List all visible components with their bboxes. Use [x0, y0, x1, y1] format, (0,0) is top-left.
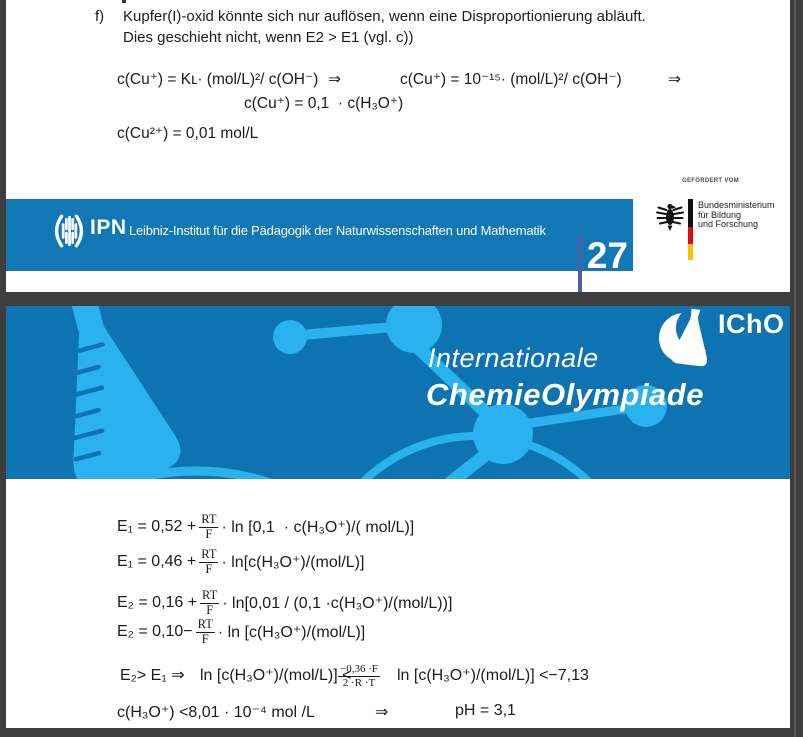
pdf-page-2: [6, 306, 790, 728]
implies-arrow: ⇒: [328, 71, 341, 88]
fraction-numerator: −0,36 ·F: [340, 663, 378, 676]
equation-e1-a: [117, 509, 414, 545]
page-ref-line: [578, 235, 582, 292]
fraction-numerator: RT: [201, 511, 217, 526]
equation-cu1-left: c(Cu⁺) = Kʟ· (mol/L)²/ c(OH⁻): [117, 71, 319, 88]
footer-banner: [6, 199, 633, 276]
fraction-denominator: F: [201, 631, 209, 646]
equation-cu1-right: c(Cu⁺) = 10⁻¹⁵· (mol/L)²/ c(OH⁻): [400, 71, 622, 88]
fraction-numerator: RT: [202, 587, 218, 602]
ministry-line: Bundesministerium: [698, 200, 775, 210]
equation-suffix: · ln[c(H₃O⁺)/(mol/L)]: [221, 554, 365, 571]
equation-prefix: E₂ = 0,16 +: [117, 594, 198, 611]
pdf-page-1: [6, 0, 790, 292]
germany-flag-stripe: [688, 199, 693, 260]
ipn-logo-abbr: IPN: [90, 216, 127, 239]
header-banner: [6, 306, 790, 479]
final-concentration: c(H₃O⁺) <8,01 · 10⁻⁴ mol /L: [117, 704, 315, 721]
final-ph: pH = 3,1: [455, 702, 516, 719]
ipn-logo-icon: [50, 212, 88, 250]
header-title-line1: Internationale: [428, 343, 599, 373]
equation-e1-b: [117, 544, 364, 580]
equation-suffix: · ln[0,01 / (0,1 ·c(H₃O⁺)/(mol/L))]: [222, 595, 453, 612]
paragraph-line: Dies geschieht nicht, wenn E2 > E1 (vgl. c)): [123, 29, 414, 46]
implies-arrow: ⇒: [375, 704, 389, 721]
icho-logo-text: IChO: [718, 309, 785, 339]
fraction-numerator: RT: [201, 546, 217, 561]
ministry-line: für Bildung: [698, 209, 742, 220]
paragraph: [123, 6, 646, 48]
equation-suffix: · ln [c(H₃O⁺)/(mol/L)]: [217, 624, 366, 641]
federal-eagle-icon: [655, 200, 685, 232]
equation-e2-b: [117, 614, 365, 650]
fraction: [200, 589, 219, 618]
flag-gold: [688, 244, 693, 260]
equation-prefix: E₁ = 0,46 +: [117, 553, 197, 570]
implies-arrow: ⇒: [668, 71, 681, 88]
comparison-fraction-row: [335, 658, 383, 694]
fraction-denominator: F: [205, 526, 213, 541]
fraction: [196, 618, 215, 647]
comparison-lead: E₂> E₁ ⇒: [120, 667, 185, 684]
equation-cu1-result: c(Cu⁺) = 0,1 · c(H₃O⁺): [244, 95, 404, 112]
flag-red: [688, 227, 693, 244]
fraction-denominator: F: [206, 602, 214, 617]
ministry-name: [698, 201, 775, 230]
header-title-line2: ChemieOlympiade: [426, 377, 704, 412]
icho-logo-icon: [658, 307, 716, 369]
clipped-text-fragment: [122, 0, 126, 3]
equation-cu2: c(Cu²⁺) = 0,01 mol/L: [117, 125, 259, 142]
equation-prefix: E₁ = 0,52 +: [117, 518, 197, 535]
funding-caption: GEFÖRDERT VOM: [682, 178, 739, 184]
comparison-mid: ln [c(H₃O⁺)/(mol/L)] <: [200, 667, 352, 684]
list-item-label: f): [95, 8, 105, 25]
institute-name: Leibniz-Institut für die Pädagogik der Naturwissenschaften und Mathematik: [129, 223, 546, 238]
page-number: 27: [586, 235, 628, 276]
fraction-numerator: RT: [197, 616, 213, 631]
page-edge-highlight: [794, 0, 796, 737]
equation-prefix: E₂ = 0,10−: [117, 623, 193, 640]
ministry-line: und Forschung: [698, 219, 759, 229]
fraction: [199, 513, 218, 542]
equation-suffix: · ln [0,1 · c(H₃O⁺)/( mol/L)]: [221, 519, 415, 536]
paragraph-line: Kupfer(I)-oxid könnte sich nur auflösen, wenn eine Disproportionierung abläuft.: [123, 8, 646, 25]
fraction: [338, 663, 380, 688]
fraction-denominator: F: [205, 561, 213, 576]
fraction: [199, 548, 218, 577]
fraction-denominator: 2 ·R ·T: [342, 676, 376, 689]
comparison-tail: ln [c(H₃O⁺)/(mol/L)] <−7,13: [397, 667, 589, 684]
flag-black: [688, 199, 693, 227]
